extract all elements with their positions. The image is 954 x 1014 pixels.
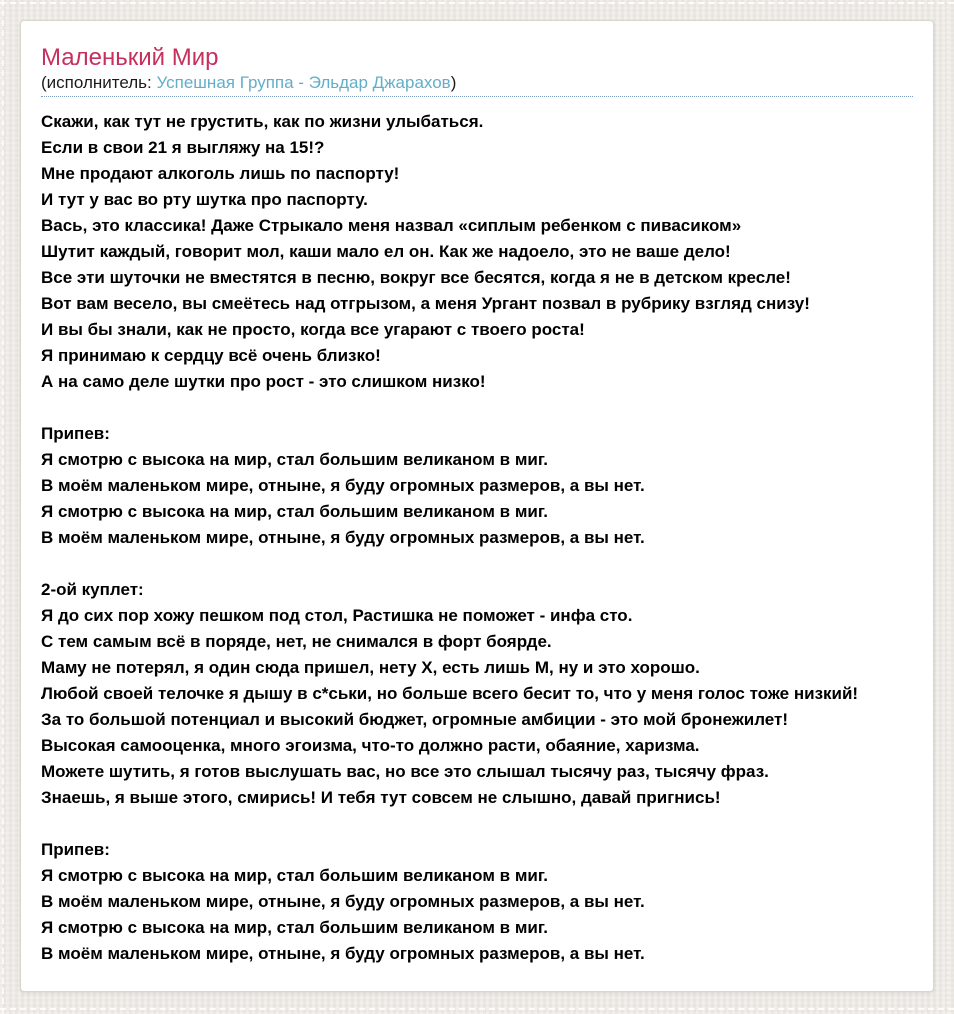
- artist-link[interactable]: Успешная Группа - Эльдар Джарахов: [156, 73, 451, 92]
- page-edge-texture: [947, 0, 948, 1014]
- lyric-line: И тут у вас во рту шутка про паспорту.: [41, 190, 368, 209]
- lyric-line: Высокая самооценка, много эгоизма, что-то должно расти, обаяние, харизма.: [41, 736, 700, 755]
- lyric-line: Вот вам весело, вы смеётесь над отгрызом, а меня Ургант позвал в рубрику взгляд снизу!: [41, 294, 810, 313]
- lyric-line: Я смотрю с высока на мир, стал большим великаном в миг.: [41, 866, 548, 885]
- lyric-line: Скажи, как тут не грустить, как по жизни улыбаться.: [41, 112, 484, 131]
- stanza-gap: [41, 811, 913, 837]
- lyric-line: Любой своей телочке я дышу в с*ськи, но больше всего бесит то, что у меня голос тоже низкий!: [41, 684, 859, 703]
- lyric-line: 2-ой куплет:: [41, 580, 144, 599]
- lyric-line: Шутит каждый, говорит мол, каши мало ел он. Как же надоело, это не ваше дело!: [41, 242, 731, 261]
- lyric-line: С тем самым всё в поряде, нет, не снимался в форт боярде.: [41, 632, 552, 651]
- lyrics-card: [20, 20, 934, 992]
- lyric-line: Я смотрю с высока на мир, стал большим великаном в миг.: [41, 918, 548, 937]
- lyric-line: А на само деле шутки про рост - это слишком низко!: [41, 372, 486, 391]
- lyric-line: В моём маленьком мире, отныне, я буду огромных размеров, а вы нет.: [41, 476, 645, 495]
- lyric-line: Маму не потерял, я один сюда пришел, нету Х, есть лишь М, ну и это хорошо.: [41, 658, 700, 677]
- lyric-line: Я принимаю к сердцу всё очень близко!: [41, 346, 381, 365]
- page-edge-texture: [2, 0, 4, 1014]
- lyric-line: В моём маленьком мире, отныне, я буду огромных размеров, а вы нет.: [41, 892, 645, 911]
- lyric-line: В моём маленьком мире, отныне, я буду огромных размеров, а вы нет.: [41, 944, 645, 963]
- lyric-line: За то большой потенциал и высокий бюджет, огромные амбиции - это мой бронежилет!: [41, 710, 788, 729]
- lyrics: [41, 109, 913, 967]
- lyric-line: Знаешь, я выше этого, смирись! И тебя тут совсем не слышно, давай пригнись!: [41, 788, 721, 807]
- artist-label-suffix: ): [450, 73, 457, 92]
- lyric-line: Припев:: [41, 424, 110, 443]
- lyric-line: В моём маленьком мире, отныне, я буду огромных размеров, а вы нет.: [41, 528, 645, 547]
- lyric-line: Мне продают алкоголь лишь по паспорту!: [41, 164, 400, 183]
- lyric-line: И вы бы знали, как не просто, когда все угарают с твоего роста!: [41, 320, 585, 339]
- stanza-gap: [41, 551, 913, 577]
- stanza-gap: [41, 395, 913, 421]
- lyric-line: Вась, это классика! Даже Стрыкало меня назвал «сиплым ребенком с пивасиком»: [41, 216, 742, 235]
- lyric-line: Я смотрю с высока на мир, стал большим великаном в миг.: [41, 502, 548, 521]
- artist-label-prefix: (исполнитель:: [41, 73, 157, 92]
- lyric-line: Можете шутить, я готов выслушать вас, но все это слышал тысячу раз, тысячу фраз.: [41, 762, 769, 781]
- song-title: Маленький Мир: [41, 44, 219, 71]
- artist-line: [41, 73, 913, 97]
- lyric-line: Все эти шуточки не вместятся в песню, вокруг все бесятся, когда я не в детском кресле!: [41, 268, 791, 287]
- lyric-line: Припев:: [41, 840, 110, 859]
- lyric-line: Если в свои 21 я выгляжу на 15!?: [41, 138, 325, 157]
- lyric-line: Я до сих пор хожу пешком под стол, Растишка не поможет - инфа сто.: [41, 606, 633, 625]
- lyric-line: Я смотрю с высока на мир, стал большим великаном в миг.: [41, 450, 548, 469]
